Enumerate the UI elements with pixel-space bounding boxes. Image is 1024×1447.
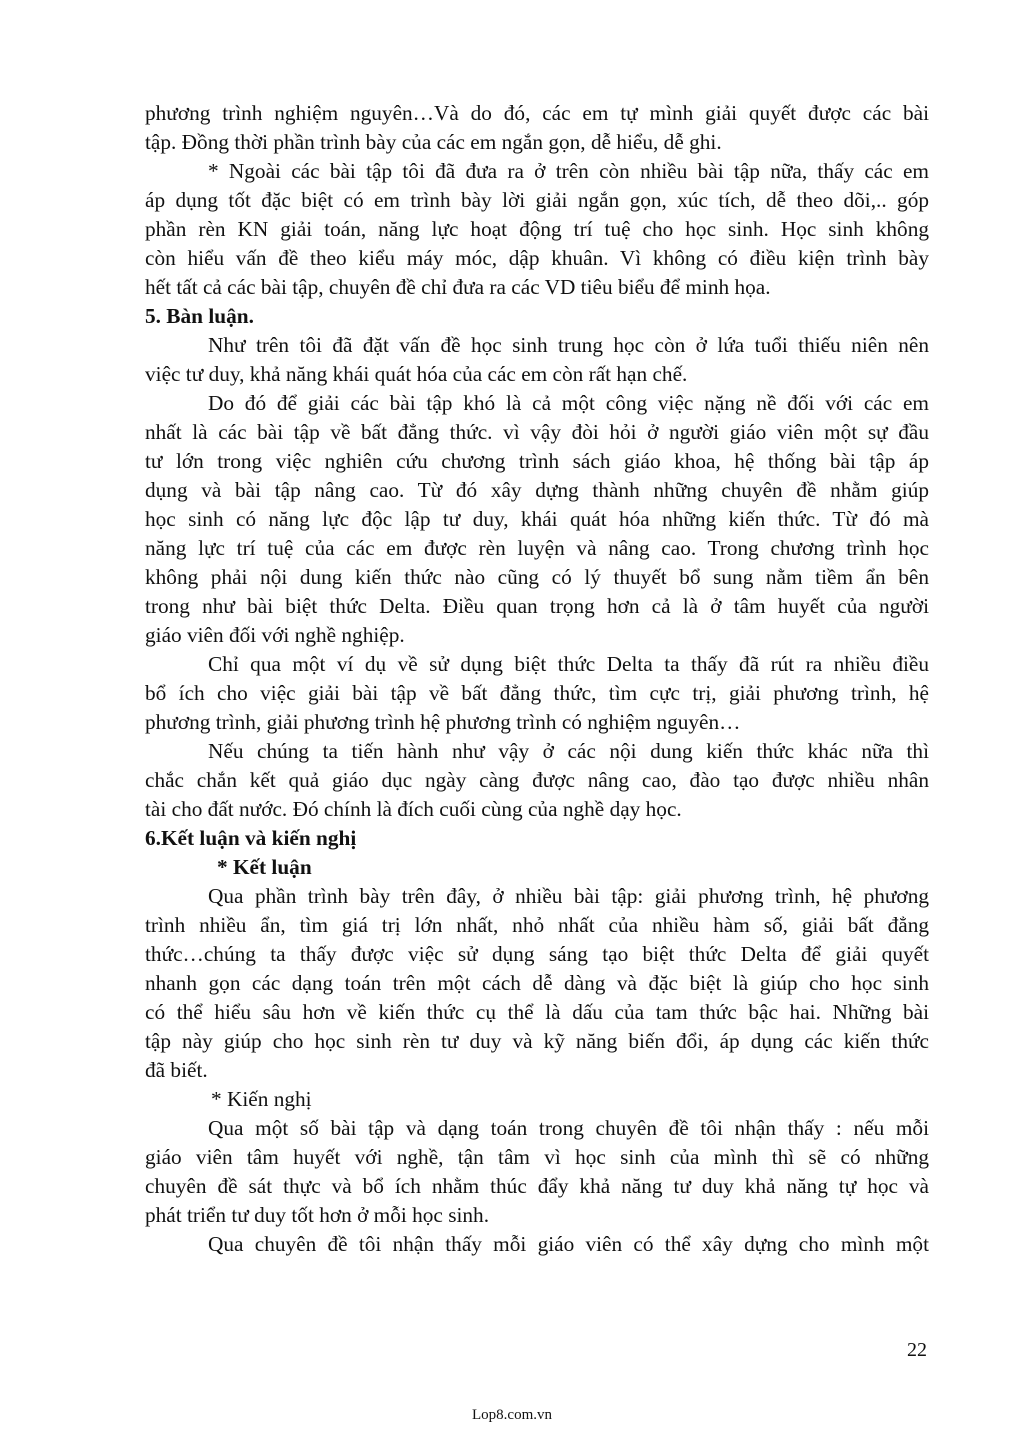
text-line: tư lớn trong việc nghiên cứu chương trình sách giáo khoa, hệ thống bài tập áp bbox=[145, 449, 929, 473]
text-line: việc tư duy, khả năng khái quát hóa của các em còn rất hạn chế. bbox=[145, 362, 688, 386]
text-line: áp dụng tốt đặc biệt có em trình bày lời giải ngắn gọn, xúc tích, dễ theo dõi,.. góp bbox=[145, 188, 929, 212]
text-line: còn hiểu vấn đề theo kiểu máy móc, dập khuân. Vì không có điều kiện trình bày bbox=[145, 246, 929, 270]
text-line: giáo viên tâm huyết với nghề, tận tâm vì học sinh của mình thì sẽ có những bbox=[145, 1145, 929, 1169]
text-line: phương trình nghiệm nguyên…Và do đó, các em tự mình giải quyết được các bài bbox=[145, 101, 929, 125]
text-line: tập. Đồng thời phần trình bày của các em ngắn gọn, dễ hiểu, dễ ghi. bbox=[145, 130, 722, 154]
text-line: năng lực trí tuệ của các em được rèn luyện và nâng cao. Trong chương trình học bbox=[145, 536, 929, 560]
text-line: có thể hiểu sâu hơn về kiến thức cụ thể là dấu của tam thức bậc hai. Những bài bbox=[145, 1000, 929, 1024]
text-line: chắc chắn kết quả giáo dục ngày càng được nâng cao, đào tạo được nhiều nhân bbox=[145, 768, 929, 792]
text-line: không phải nội dung kiến thức nào cũng có lý thuyết bổ sung nằm tiềm ẩn bên bbox=[145, 565, 929, 589]
subheading-ket-luan: * Kết luận bbox=[217, 855, 312, 879]
text-line: Qua chuyên đề tôi nhận thấy mỗi giáo viên có thể xây dựng cho mình một bbox=[208, 1232, 929, 1256]
text-line: Qua phần trình bày trên đây, ở nhiều bài tập: giải phương trình, hệ phương bbox=[208, 884, 929, 908]
section-heading-ban-luan: 5. Bàn luận. bbox=[145, 304, 254, 328]
text-line: Chỉ qua một ví dụ về sử dụng biệt thức Delta ta thấy đã rút ra nhiều điều bbox=[208, 652, 929, 676]
text-line: Qua một số bài tập và dạng toán trong chuyên đề tôi nhận thấy : nếu mỗi bbox=[208, 1116, 929, 1140]
text-line: trong như bài biệt thức Delta. Điều quan trọng hơn cả là ở tâm huyết của người bbox=[145, 594, 929, 618]
text-line: phương trình, giải phương trình hệ phương trình có nghiệm nguyên… bbox=[145, 710, 741, 734]
text-line: hết tất cả các bài tập, chuyên đề chỉ đưa ra các VD tiêu biểu để minh họa. bbox=[145, 275, 771, 299]
text-line: đã biết. bbox=[145, 1058, 208, 1082]
text-line: phát triển tư duy tốt hơn ở mỗi học sinh. bbox=[145, 1203, 490, 1227]
text-line: * Ngoài các bài tập tôi đã đưa ra ở trên còn nhiều bài tập nữa, thấy các em bbox=[208, 159, 929, 183]
text-line: dụng và bài tập nâng cao. Từ đó xây dựng thành những chuyên đề nhằm giúp bbox=[145, 478, 929, 502]
document-body bbox=[145, 99, 929, 1259]
text-line: tài cho đất nước. Đó chính là đích cuối cùng của nghề dạy học. bbox=[145, 797, 682, 821]
text-line: tập này giúp cho học sinh rèn tư duy và kỹ năng biến đổi, áp dụng các kiến thức bbox=[145, 1029, 929, 1053]
text-line: Nếu chúng ta tiến hành như vậy ở các nội dung kiến thức khác nữa thì bbox=[208, 739, 929, 763]
text-line: thức…chúng ta thấy được việc sử dụng sáng tạo biệt thức Delta để giải quyết bbox=[145, 942, 929, 966]
text-line: Do đó để giải các bài tập khó là cả một công việc nặng nề đối với các em bbox=[208, 391, 929, 415]
text-line: nhất là các bài tập về bất đẳng thức. vì vậy đòi hỏi ở người giáo viên một sự đầu bbox=[145, 420, 929, 444]
text-line: Như trên tôi đã đặt vấn đề học sinh trung học còn ở lứa tuổi thiếu niên nên bbox=[208, 333, 929, 357]
text-line: giáo viên đối với nghề nghiệp. bbox=[145, 623, 405, 647]
text-line: phần rèn KN giải toán, năng lực hoạt động trí tuệ cho học sinh. Học sinh không bbox=[145, 217, 929, 241]
text-line: bổ ích cho việc giải bài tập về bất đẳng thức, tìm cực trị, giải phương trình, hệ bbox=[145, 681, 929, 705]
page-number: 22 bbox=[907, 1339, 927, 1361]
section-heading-ket-luan-kien-nghi: 6.Kết luận và kiến nghị bbox=[145, 826, 357, 850]
text-line: nhanh gọn các dạng toán trên một cách dễ dàng và đặc biệt là giúp cho học sinh bbox=[145, 971, 929, 995]
text-line: trình nhiều ẩn, tìm giá trị lớn nhất, nhỏ nhất của nhiều hàm số, giải bất đẳng bbox=[145, 913, 929, 937]
text-line: học sinh có năng lực độc lập tư duy, khái quát hóa những kiến thức. Từ đó mà bbox=[145, 507, 929, 531]
text-line: chuyên đề sát thực và bổ ích nhằm thúc đẩy khả năng tư duy khả năng tự học và bbox=[145, 1174, 929, 1198]
footer-watermark: Lop8.com.vn bbox=[472, 1407, 552, 1423]
subheading-kien-nghi: * Kiến nghị bbox=[211, 1087, 312, 1111]
